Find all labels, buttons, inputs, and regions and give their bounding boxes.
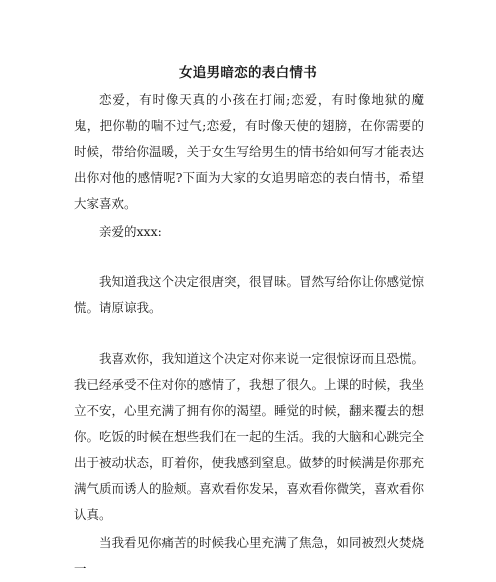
salutation: 亲爱的xxx: — [99, 224, 162, 239]
letter-paragraph-1: 我知道我这个决定很唐突，很冒昧。冒然写给你让你感觉惊慌。请原谅我。 — [74, 274, 425, 315]
document-title: 女追男暗恋的表白情书 — [179, 65, 317, 81]
intro-paragraph: 恋爱，有时像天真的小孩在打闹;恋爱，有时像地狱的魔鬼，把你勒的喘不过气;恋爱，有时像天使的翅膀，在你需要的时候，带给你温暖，关于女生写给男生的情书给如何写才能表达出你对他的感情呢?下面为大家的女追男暗恋的表白情书，希望大家喜欢。 — [74, 92, 425, 211]
letter-paragraph-2: 我喜欢你，我知道这个决定对你来说一定很惊讶而且恐慌。我已经承受不住对你的感情了，我想了很久。上课的时候，我坐立不安，心里充满了拥有你的渴望。睡觉的时候，翻来覆去的想你。吃饭的时候在想些我们在一起的生活。我的大脑和心跳完全出于被动状态，盯着你，使我感到窒息。做梦的时候满是你那充满气质而诱人的脸颊。喜欢看你发呆，喜欢看你微笑，喜欢看你认真。 — [74, 351, 425, 522]
letter-paragraph-3: 当我看见你痛苦的时候我心里充满了焦急，如同被烈火焚烧一 — [74, 535, 425, 576]
